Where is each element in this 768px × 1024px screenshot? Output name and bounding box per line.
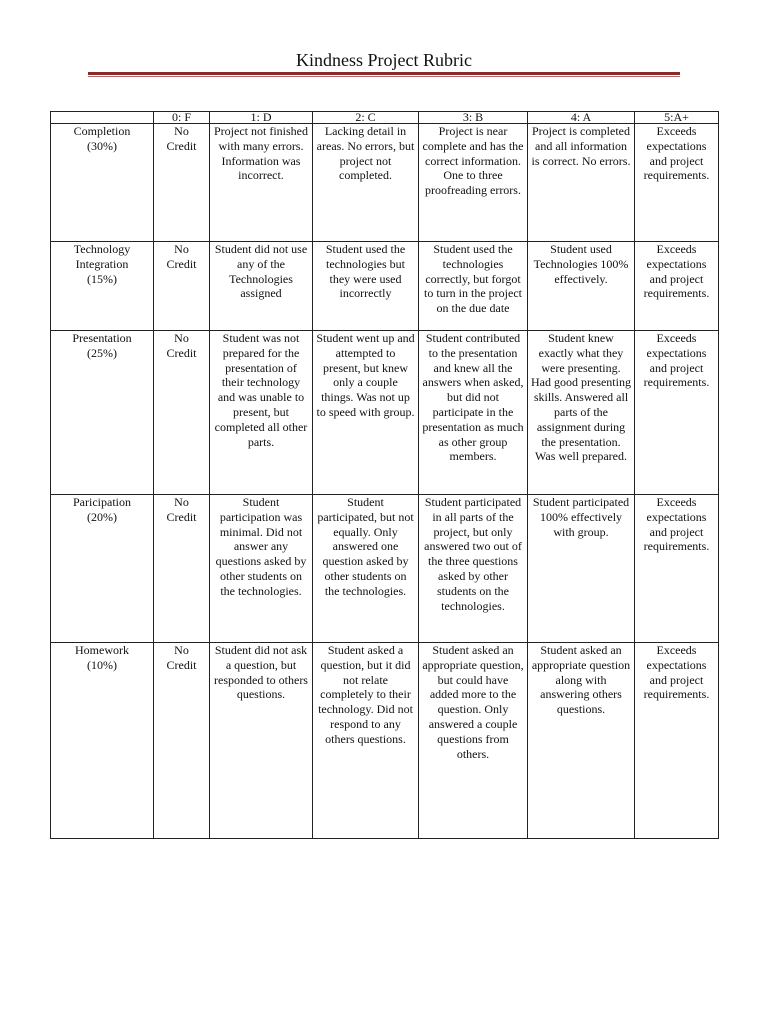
criteria-cell-grade-f: No Credit: [154, 331, 210, 495]
header-grade-d: 1: D: [210, 112, 313, 124]
header-grade-b: 3: B: [419, 112, 528, 124]
criteria-cell-grade-a: Student knew exactly what they were presenting. Had good presenting skills. Answered all parts of the assignment during the presentation. Was well prepared.: [528, 331, 635, 495]
row-category-label: Completion (30%): [51, 124, 154, 242]
row-category-label: Presentation (25%): [51, 331, 154, 495]
header-category: [51, 112, 154, 124]
table-row-participation: [51, 495, 719, 643]
criteria-cell-grade-a: Project is completed and all information is correct. No errors.: [528, 124, 635, 242]
criteria-cell-grade-d: Student did not ask a question, but responded to others questions.: [210, 643, 313, 839]
table-row-technology-integration: [51, 242, 719, 331]
criteria-cell-grade-f: No Credit: [154, 124, 210, 242]
header-grade-a: 4: A: [528, 112, 635, 124]
header-row: [51, 112, 719, 124]
criteria-cell-grade-f: No Credit: [154, 242, 210, 331]
row-category-label: Paricipation (20%): [51, 495, 154, 643]
row-category-label: Homework (10%): [51, 643, 154, 839]
criteria-cell-grade-b: Project is near complete and has the correct information. One to three proofreading errors.: [419, 124, 528, 242]
criteria-cell-grade-b: Student used the technologies correctly, but forgot to turn in the project on the due date: [419, 242, 528, 331]
criteria-cell-grade-c: Student went up and attempted to present, but knew only a couple things. Was not up to speed with group.: [313, 331, 419, 495]
criteria-cell-grade-a: Student asked an appropriate question along with answering others questions.: [528, 643, 635, 839]
page-title: Kindness Project Rubric: [296, 50, 472, 70]
table-row-homework: [51, 643, 719, 839]
criteria-cell-grade-a-plus: Exceeds expectations and project requirements.: [635, 242, 719, 331]
table-row-presentation: [51, 331, 719, 495]
title-divider: [88, 72, 680, 75]
criteria-cell-grade-a-plus: Exceeds expectations and project requirements.: [635, 643, 719, 839]
header-grade-f: 0: F: [154, 112, 210, 124]
row-category-label: Technology Integration (15%): [51, 242, 154, 331]
criteria-cell-grade-b: Student asked an appropriate question, but could have added more to the question. Only answered a couple questions from others.: [419, 643, 528, 839]
criteria-cell-grade-c: Lacking detail in areas. No errors, but project not completed.: [313, 124, 419, 242]
criteria-cell-grade-f: No Credit: [154, 643, 210, 839]
criteria-cell-grade-b: Student participated in all parts of the project, but only answered two out of the three questions asked by other students on the technologies.: [419, 495, 528, 643]
criteria-cell-grade-d: Student was not prepared for the presentation of their technology and was unable to present, but completed all other parts.: [210, 331, 313, 495]
criteria-cell-grade-a-plus: Exceeds expectations and project requirements.: [635, 331, 719, 495]
criteria-cell-grade-f: No Credit: [154, 495, 210, 643]
criteria-cell-grade-c: Student asked a question, but it did not relate completely to their technology. Did not respond to any others questions.: [313, 643, 419, 839]
header-grade-c: 2: C: [313, 112, 419, 124]
criteria-cell-grade-d: Student did not use any of the Technologies assigned: [210, 242, 313, 331]
criteria-cell-grade-d: Student participation was minimal. Did not answer any questions asked by other students on the technologies.: [210, 495, 313, 643]
criteria-cell-grade-a: Student participated 100% effectively with group.: [528, 495, 635, 643]
title-divider-thin: [88, 76, 680, 77]
table-row-completion: [51, 124, 719, 242]
criteria-cell-grade-d: Project not finished with many errors. Information was incorrect.: [210, 124, 313, 242]
criteria-cell-grade-c: Student participated, but not equally. Only answered one question asked by other students on the technologies.: [313, 495, 419, 643]
rubric-table: [50, 111, 719, 839]
header-grade-a-plus: 5:A+: [635, 112, 719, 124]
criteria-cell-grade-c: Student used the technologies but they were used incorrectly: [313, 242, 419, 331]
criteria-cell-grade-b: Student contributed to the presentation and knew all the answers when asked, but did not participate in the presentation as much as other group members.: [419, 331, 528, 495]
criteria-cell-grade-a-plus: Exceeds expectations and project requirements.: [635, 495, 719, 643]
criteria-cell-grade-a-plus: Exceeds expectations and project requirements.: [635, 124, 719, 242]
criteria-cell-grade-a: Student used Technologies 100% effectively.: [528, 242, 635, 331]
